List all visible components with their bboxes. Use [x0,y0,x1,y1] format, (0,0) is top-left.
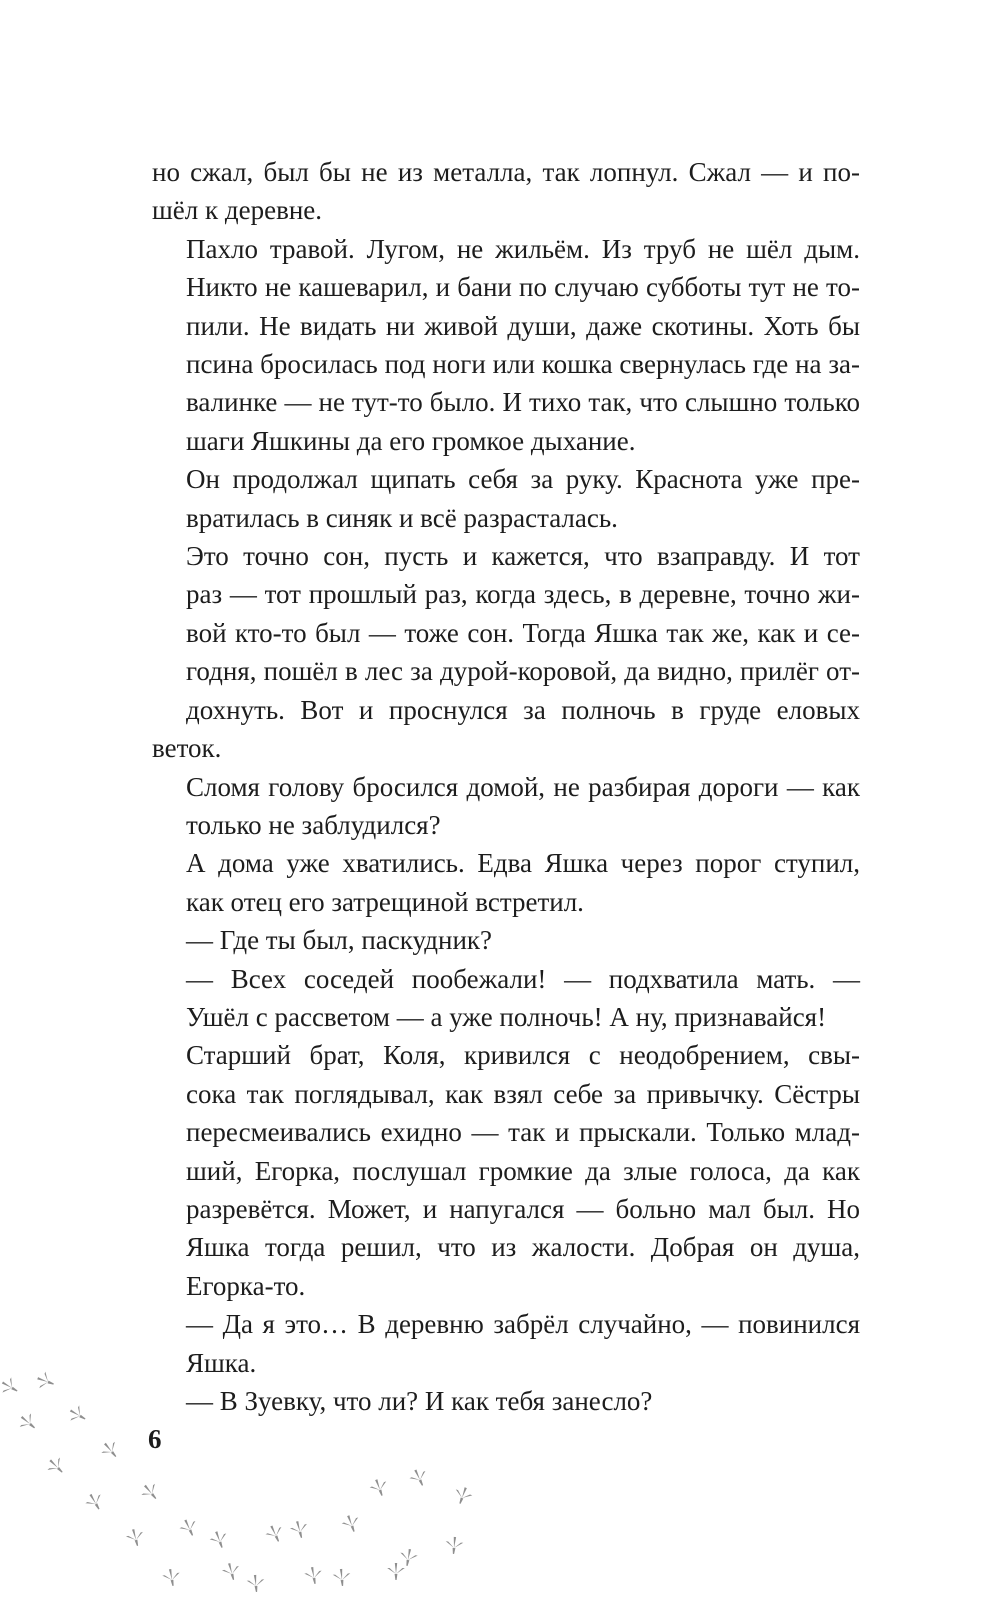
bird-footprint [246,1574,265,1592]
text-line: пересмеивались ехидно — так и прыскали. Только млад- [186,1117,860,1148]
text-line: шёл к деревне. [152,195,323,226]
text-line: годня, пошёл в лес за дурой-коровой, да видно, прилёг от- [186,656,860,687]
text-line: вой кто-то был — тоже сон. Тогда Яшка так же, как и се- [186,617,860,648]
text-line: дохнуть. Вот и проснулся за полночь в груде еловых веток. [152,694,860,764]
text-line: ший, Егорка, послушал громкие да злые голоса, да как [186,1155,860,1186]
text-line: — Где ты был, паскудник? [186,925,493,956]
text-line: Ушёл с рассветом — а уже полночь! А ну, признавайся! [186,1001,827,1032]
bird-footprint [303,1566,323,1586]
paragraph [152,230,860,460]
bird-footprint [98,1438,122,1462]
text-line: — Всех соседей пообежали! — подхватила мать. — [186,963,860,994]
bird-footprint [161,1568,181,1588]
text-line: Он продолжал щипать себя за руку. Краснота уже пре- [186,464,860,495]
text-line: Егорка-то. [186,1270,306,1301]
bird-tracks-decoration [0,1370,500,1616]
text-line: шаги Яшкины да его громкое дыхание. [186,425,636,456]
text-line: Яшка. [186,1347,257,1378]
paragraph [152,153,860,230]
text-line: валинке — не тут-то было. И тихо так, что слышно только [186,387,860,418]
bird-footprint [177,1516,200,1539]
text-line: как отец его затрещиной встретил. [186,886,584,917]
bird-footprint [138,1480,162,1504]
text-line: разревётся. Может, и напугался — больно мал был. Но [186,1193,860,1224]
bird-footprint [368,1477,390,1499]
paragraph [152,460,860,537]
text-line: Сломя голову бросился домой, не разбирая дороги — как [186,771,860,802]
text-line: сока так поглядывал, как взял себе за привычку. Сёстры [186,1078,860,1109]
bird-footprint [221,1561,242,1582]
text-line: — Да я это… В деревню забрёл случайно, — повинился [186,1309,860,1340]
bird-footprint [66,1403,90,1427]
text-line: пили. Не видать ни живой души, даже скотины. Хоть бы [186,310,860,341]
bird-footprint [289,1519,310,1540]
bird-footprint [340,1513,362,1535]
text-line: А дома уже хватились. Едва Яшка через порог ступил, [186,848,860,879]
bird-footprint [452,1485,474,1507]
bird-footprint [125,1527,146,1548]
bird-footprint [407,1466,430,1489]
page-number: 6 [148,1424,162,1454]
bird-footprint [83,1490,107,1514]
text-line: вратилась в синяк и всё разрасталась. [186,502,618,533]
text-line: раз — тот прошлый раз, когда здесь, в деревне, точно жи- [186,579,860,610]
bird-footprint [445,1536,464,1554]
paragraph [152,1036,860,1305]
text-line: псина бросилась под ноги или кошка свернулась где на за- [186,349,860,380]
paragraph [152,537,860,844]
bird-footprint [398,1548,418,1568]
paragraph [152,844,860,921]
bird-footprint [0,1375,22,1399]
body-text [152,153,860,1420]
text-line: Старший брат, Коля, кривился с неодобрением, свы- [186,1040,860,1071]
bird-footprint [332,1568,351,1586]
bird-footprint [35,1370,57,1392]
text-line: Никто не кашеварил, и бани по случаю субботы тут не то- [186,272,860,303]
text-line: Яшка тогда решил, что из жалости. Добрая он душа, [186,1232,860,1263]
bird-footprint [44,1454,68,1478]
paragraph [152,960,860,1037]
bird-footprint [387,1563,405,1580]
bird-footprint [16,1410,40,1434]
bird-footprint [263,1522,286,1545]
text-line: Это точно сон, пусть и кажется, что взаправду. И тот [186,541,860,572]
bird-footprint [208,1529,230,1551]
text-line: Пахло травой. Лугом, не жильём. Из труб не шёл дым. [186,233,860,264]
text-line: — В Зуевку, что ли? И как тебя занесло? [186,1386,653,1416]
text-line: но сжал, был бы не из металла, так лопнул. Сжал — и по- [152,157,860,187]
paragraph [152,921,860,959]
text-line: только не заблудился? [186,809,441,840]
